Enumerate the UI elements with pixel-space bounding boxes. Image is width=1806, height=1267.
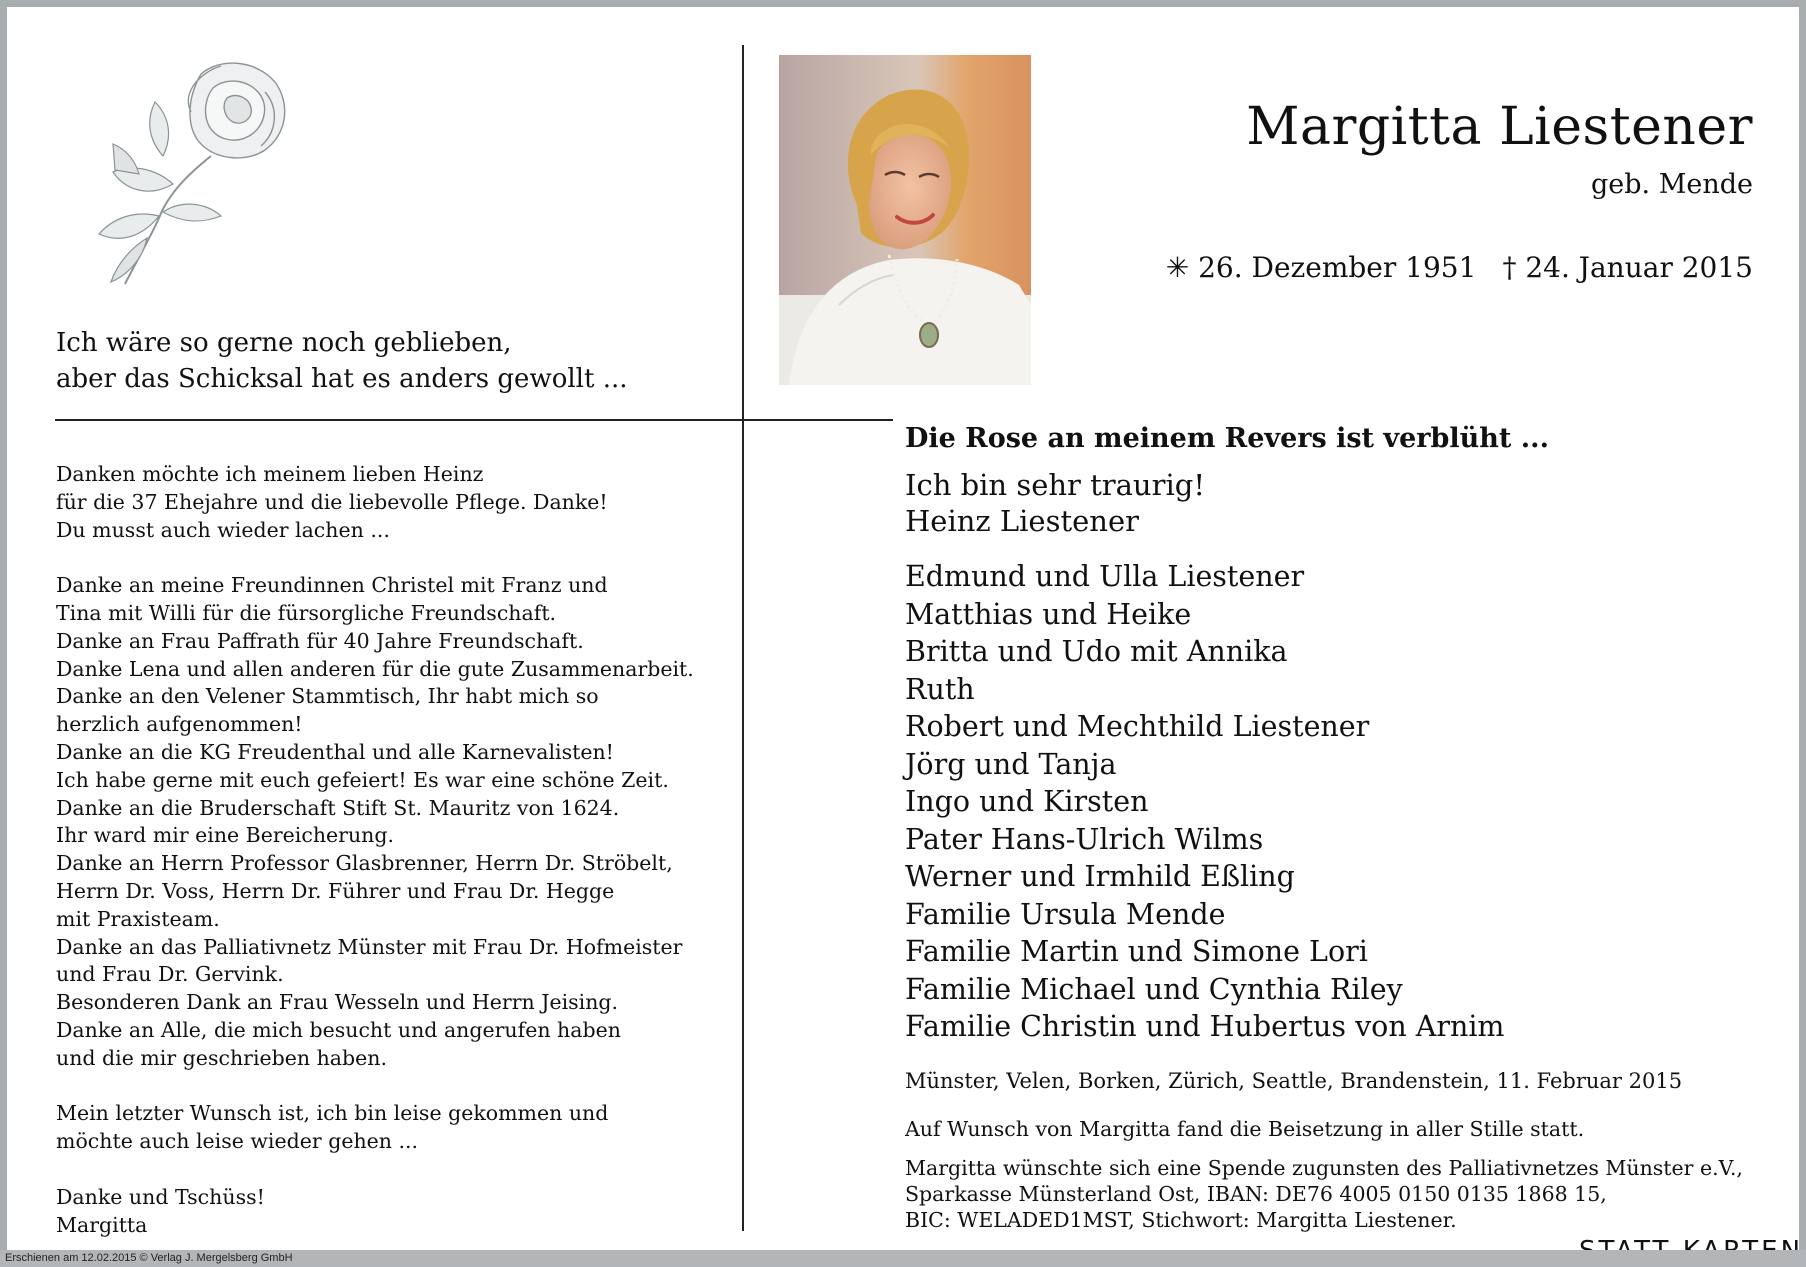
signer-line: Ich bin sehr traurig! [905, 468, 1205, 502]
text-line: Herrn Dr. Voss, Herrn Dr. Führer und Frau Dr. Hegge [56, 878, 615, 903]
paragraph [56, 461, 694, 544]
text-line: Besonderen Dank an Frau Wesseln und Herrn Jeising. [56, 990, 619, 1015]
text-line: Margitta [56, 1212, 148, 1237]
burial-note: Auf Wunsch von Margitta fand die Beisetzung in aller Stille statt. [905, 1117, 1585, 1141]
text-line: Mein letzter Wunsch ist, ich bin leise gekommen und [56, 1101, 609, 1126]
mourner-item: Familie Ursula Mende [905, 897, 1226, 931]
donation-line: BIC: WELADED1MST, Stichwort: Margitta Liestener. [905, 1208, 1457, 1232]
text-line: Danke an die KG Freudenthal und alle Karnevalisten! [56, 739, 614, 764]
birth-name: geb. Mende [1591, 169, 1753, 200]
mourner-item: Familie Michael und Cynthia Riley [905, 972, 1403, 1006]
text-line: Danke an den Velener Stammtisch, Ihr habt mich so [56, 684, 599, 709]
mourner-item: Ingo und Kirsten [905, 785, 1149, 818]
donation-line: Sparkasse Münsterland Ost, IBAN: DE76 4005 0150 0135 1868 15, [905, 1182, 1607, 1206]
deceased-name: Margitta Liestener [1246, 97, 1753, 157]
text-line: und die mir geschrieben haben. [56, 1045, 388, 1070]
mourner-item: Ruth [905, 672, 975, 706]
donation-note [905, 1155, 1743, 1233]
text-line: Danke an Frau Paffrath für 40 Jahre Freundschaft. [56, 628, 584, 653]
publication-note: Erschienen am 12.02.2015 © Verlag J. Mergelsberg GmbH [5, 1252, 293, 1264]
text-line: für die 37 Ehejahre und die liebevolle Pflege. Danke! [56, 489, 608, 514]
mourner-item: Edmund und Ulla Liestener [905, 560, 1305, 593]
paragraph [56, 1184, 694, 1240]
mourner-item: Robert und Mechthild Liestener [905, 710, 1370, 743]
mourner-item: Matthias und Heike [905, 597, 1192, 631]
text-line: herzlich aufgenommen! [56, 712, 303, 737]
paragraph [56, 572, 694, 1072]
paragraph [56, 1100, 694, 1156]
signer-line: Heinz Liestener [905, 503, 1139, 538]
text-line: Tina mit Willi für die fürsorgliche Freundschaft. [56, 600, 557, 625]
text-line: Danke an die Bruderschaft Stift St. Mauritz von 1624. [56, 795, 620, 820]
places-and-date: Münster, Velen, Borken, Zürich, Seattle, Brandenstein, 11. Februar 2015 [905, 1069, 1683, 1093]
text-line: Danke an meine Freundinnen Christel mit Franz und [56, 573, 608, 598]
text-line: Danke an das Palliativnetz Münster mit Frau Dr. Hofmeister [56, 934, 683, 959]
text-line: Danke an Herrn Professor Glasbrenner, Herrn Dr. Ströbelt, [56, 851, 673, 876]
text-line: Du musst auch wieder lachen ... [56, 517, 390, 542]
birth-date: ✳ 26. Dezember 1951 [1165, 251, 1477, 284]
motto-line: Ich wäre so gerne noch geblieben, [56, 328, 512, 358]
motto-line: aber das Schicksal hat es anders gewollt ... [56, 364, 628, 394]
headline: Die Rose an meinem Revers ist verblüht ... [905, 423, 1549, 454]
text-line: Danke an Alle, die mich besucht und angerufen haben [56, 1017, 621, 1042]
text-line: Danke Lena und allen anderen für die gute Zusammenarbeit. [56, 656, 694, 681]
horizontal-divider [55, 419, 893, 421]
mourner-item: Familie Christin und Hubertus von Arnim [905, 1010, 1505, 1043]
mourner-item: Britta und Udo mit Annika [905, 635, 1288, 668]
text-line: mit Praxisteam. [56, 906, 220, 931]
text-line: Ihr ward mir eine Bereicherung. [56, 823, 395, 848]
text-line: Ich habe gerne mit euch gefeiert! Es war eine schöne Zeit. [56, 767, 669, 792]
vertical-divider [742, 45, 744, 1231]
motto [56, 325, 628, 397]
signer [905, 468, 1205, 539]
mourner-item: Jörg und Tanja [905, 747, 1117, 781]
mourner-item: Pater Hans-Ulrich Wilms [905, 822, 1264, 856]
mourner-item: Familie Martin und Simone Lori [905, 935, 1368, 968]
mourner-item: Werner und Irmhild Eßling [905, 860, 1295, 893]
text-line: Danken möchte ich meinem lieben Heinz [56, 462, 484, 486]
text-line: möchte auch leise wieder gehen ... [56, 1129, 419, 1154]
mourners-list [905, 558, 1504, 1046]
text-line: und Frau Dr. Gervink. [56, 962, 284, 987]
portrait-photo [779, 55, 1031, 385]
text-line: Danke und Tschüss! [56, 1184, 265, 1209]
rose-illustration [51, 52, 291, 288]
donation-line: Margitta wünschte sich eine Spende zugunsten des Palliativnetzes Münster e.V., [905, 1156, 1743, 1180]
life-dates [1166, 250, 1753, 286]
death-date: † 24. Januar 2015 [1502, 251, 1753, 284]
thank-you-text [56, 461, 694, 1239]
